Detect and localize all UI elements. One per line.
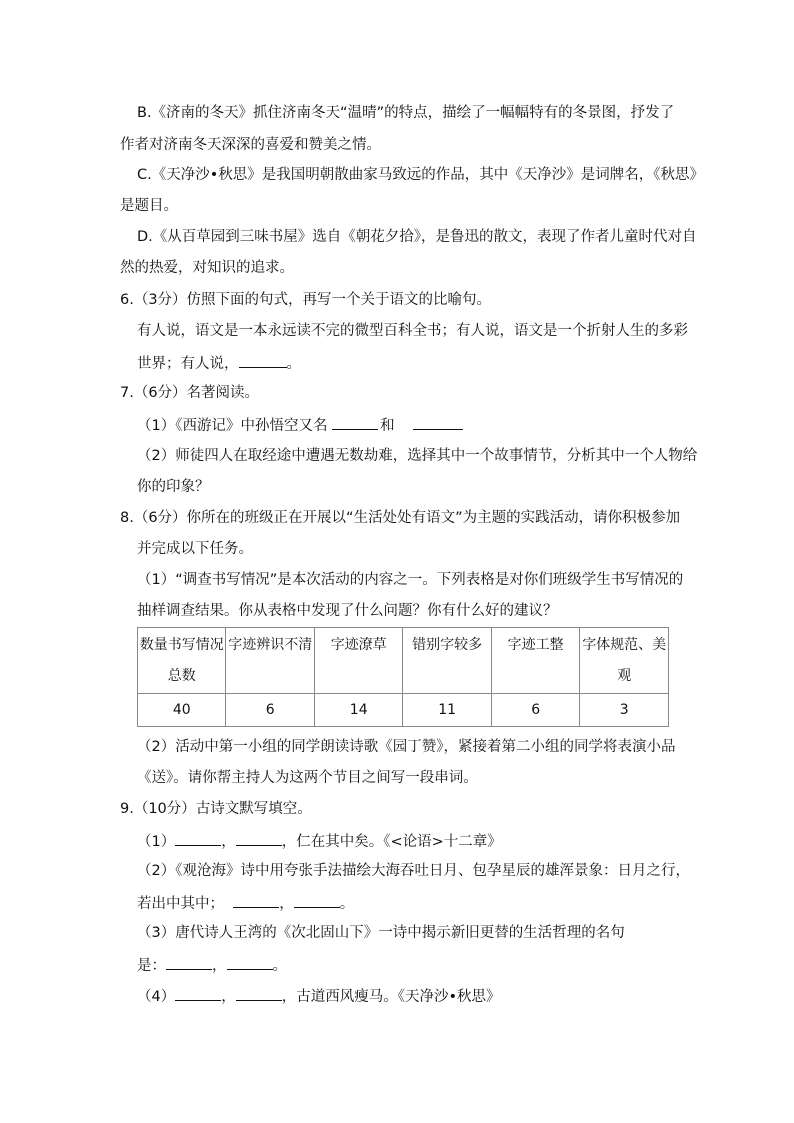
- q9-part2-line1: （2）《观沧海》诗中用夸张手法描绘大海吞吐日月、包孕星辰的雄浑景象：日月之行，: [137, 863, 690, 879]
- q9-part1: [137, 830, 502, 852]
- option-d-line1: D.《从百草园到三味书屋》选自《朝花夕拾》，是鲁迅的散文，表现了作者儿童时代对自: [137, 229, 697, 245]
- q8-part2-line2: 《送》。请你帮主持人为这两个节目之间写一段串词。: [137, 770, 478, 786]
- q6-line2: [137, 352, 301, 374]
- table-header-cell: 字迹工整: [491, 628, 579, 694]
- q9-blank-2[interactable]: [236, 830, 282, 846]
- q7-part1: [137, 414, 463, 436]
- table-row: [138, 694, 669, 727]
- q9-blank-8[interactable]: [236, 985, 282, 1001]
- table-header-row: [138, 628, 669, 694]
- q9-blank-3[interactable]: [233, 892, 279, 908]
- q7-part2-line1: （2）师徒四人在取经途中遭遇无数劫难，选择其中一个故事情节，分析其中一个人物给: [137, 448, 698, 464]
- q9-part4-text: ，古道西风瘦马。《天净沙•秋思》: [281, 989, 501, 1005]
- q7-blank-2[interactable]: [413, 414, 463, 430]
- q9-part1-num: （1）: [137, 834, 176, 850]
- q9-part1-text: ，仁在其中矣。《<论语>十二章》: [281, 834, 502, 850]
- q8-part1-line1: （1）“调查书写情况”是本次活动的内容之一。下列表格是对你们班级学生书写情况的: [137, 572, 684, 588]
- q9-part4-sep: ，: [221, 989, 236, 1005]
- q9-title: 9.（10分）古诗文默写填空。: [120, 801, 312, 817]
- q8-part2-line1: （2）活动中第一小组的同学朗读诗歌《园丁赞》，紧接着第二小组的同学将表演小品: [137, 739, 676, 755]
- table-header-cell: 字体规范、美 观: [580, 628, 669, 694]
- q9-part3-sep: ，: [212, 958, 227, 974]
- option-b-line2: 作者对济南冬天深深的喜爱和赞美之情。: [120, 137, 381, 153]
- q9-part1-sep: ，: [221, 834, 236, 850]
- q7-blank-1[interactable]: [332, 414, 378, 430]
- q8-part1-line2: 抽样调查结果。你从表格中发现了什么问题？你有什么好的建议？: [137, 603, 558, 619]
- table-cell: 3: [580, 694, 669, 727]
- q9-part4: [137, 985, 501, 1007]
- q6-line2-text: 世界；有人说，: [137, 356, 239, 372]
- table-header-cell: 字迹辨识不清: [226, 628, 314, 694]
- q9-blank-4[interactable]: [294, 892, 340, 908]
- option-c-line1: C.《天净沙•秋思》是我国明朝散曲家马致远的作品，其中《天净沙》是词牌名，《秋思》: [137, 167, 705, 183]
- q8-title-line1: 8.（6分）你所在的班级正在开展以“生活处处有语文”为主题的实践活动，请你积极参加: [120, 510, 681, 526]
- table-header-cell: 字迹潦草: [314, 628, 402, 694]
- q9-blank-6[interactable]: [227, 954, 273, 970]
- table-cell: 6: [226, 694, 314, 727]
- q9-blank-5[interactable]: [166, 954, 212, 970]
- q6-line1: 有人说，语文是一本永远读不完的微型百科全书；有人说，语文是一个折射人生的多彩: [137, 323, 688, 339]
- q9-part3-text: 是：: [137, 958, 166, 974]
- option-d-line2: 然的热爱，对知识的追求。: [120, 260, 294, 276]
- q6-title: 6.（3分）仿照下面的句式，再写一个关于语文的比喻句。: [120, 292, 492, 308]
- q9-part2-sep: ，: [279, 896, 294, 912]
- table-header-cell: 数量书写情况 总数: [138, 628, 226, 694]
- table-cell: 40: [138, 694, 226, 727]
- q9-part4-num: （4）: [137, 989, 176, 1005]
- q8-title-line2: 并完成以下任务。: [137, 541, 253, 557]
- q7-part1-and: 和: [380, 418, 400, 434]
- q9-part3-end: 。: [272, 958, 287, 974]
- q6-answer-blank[interactable]: [239, 352, 287, 368]
- q7-title: 7.（6分）名著阅读。: [120, 385, 260, 401]
- q7-part2-line2: 你的印象？: [137, 479, 210, 495]
- option-b-line1: B.《济南的冬天》抓住济南冬天“温晴”的特点，描绘了一幅幅特有的冬景图，抒发了: [137, 105, 675, 121]
- table-cell: 11: [403, 694, 491, 727]
- q9-part3-line1: （3）唐代诗人王湾的《次北固山下》一诗中揭示新旧更替的生活哲理的名句: [137, 925, 625, 941]
- table-cell: 6: [491, 694, 579, 727]
- q9-part2-text: 若出中其中；: [137, 896, 234, 912]
- q6-line2-end: 。: [286, 356, 301, 372]
- q9-blank-1[interactable]: [175, 830, 221, 846]
- table-header-cell: 错别字较多: [403, 628, 491, 694]
- option-c-line2: 是题目。: [120, 198, 178, 214]
- q7-part1-text: （1）《西游记》中孙悟空又名: [137, 418, 333, 434]
- writing-survey-table: [137, 627, 669, 727]
- q9-part2-line2: [137, 892, 354, 914]
- q9-part2-end: 。: [339, 896, 355, 912]
- table-cell: 14: [314, 694, 402, 727]
- q9-blank-7[interactable]: [175, 985, 221, 1001]
- q9-part3-line2: [137, 954, 287, 976]
